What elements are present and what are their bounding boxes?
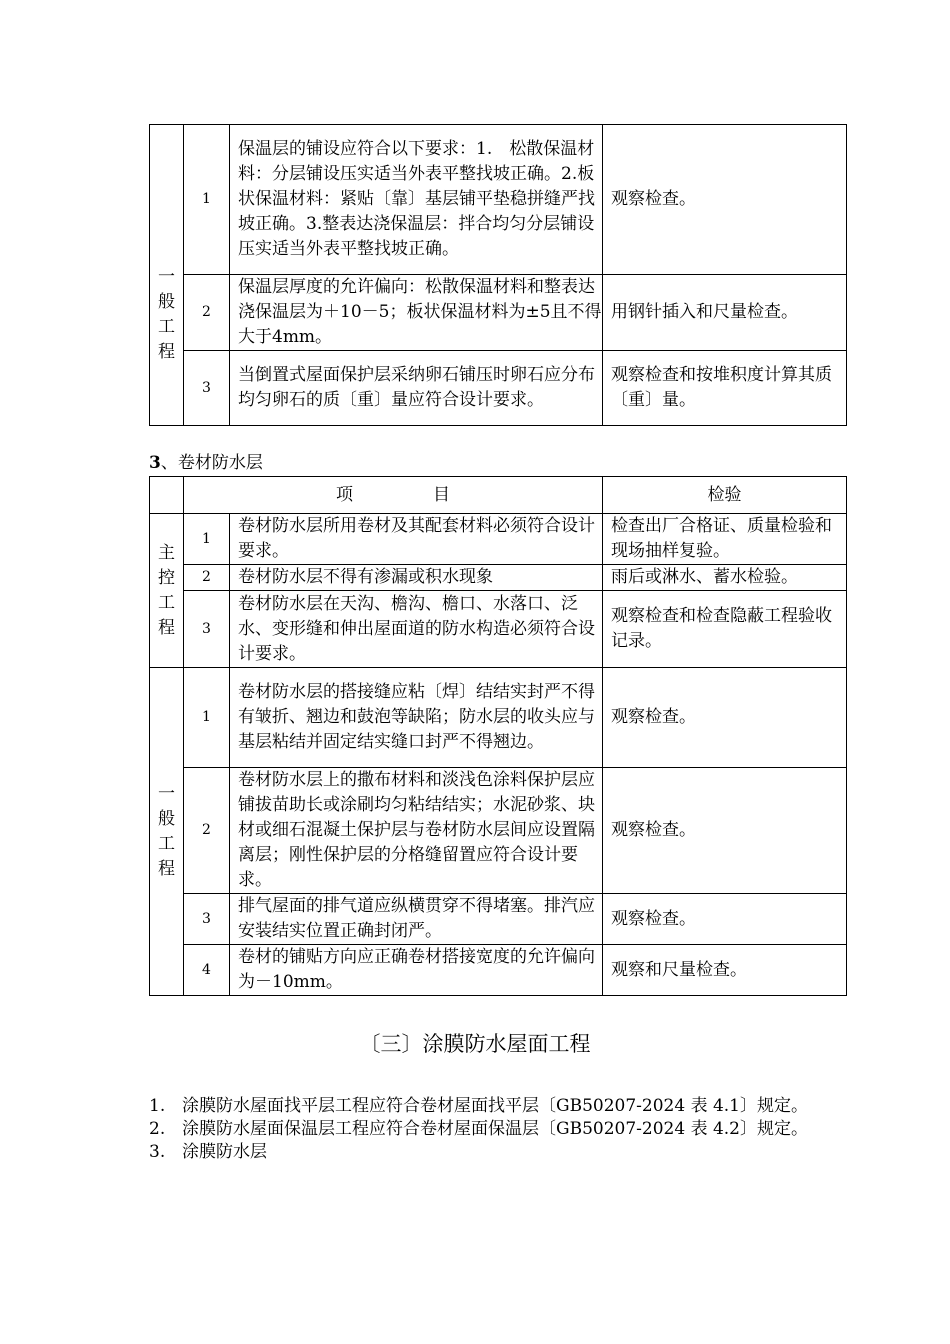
item-text: 当倒置式屋面保护层采纳卵石铺压时卵石应分布均匀卵石的质〔重〕量应符合设计要求。 bbox=[230, 351, 603, 426]
row-number: 1 bbox=[184, 668, 230, 768]
check-method: 检查出厂合格证、质量检验和现场抽样复验。 bbox=[603, 514, 847, 565]
table-row bbox=[150, 591, 847, 668]
list-item: 2. 涂膜防水屋面保温层工程应符合卷材屋面保温层〔GB50207-2024 表 4.2〕规定。 bbox=[149, 1119, 809, 1139]
numbered-list bbox=[149, 1095, 849, 1164]
item-text: 卷材的铺贴方向应正确卷材搭接宽度的允许偏向为－10mm。 bbox=[230, 945, 603, 996]
table-header-row bbox=[150, 477, 847, 514]
list-item: 1. 涂膜防水屋面找平层工程应符合卷材屋面找平层〔GB50207-2024 表 4.1〕规定。 bbox=[149, 1096, 809, 1116]
row-number: 3 bbox=[184, 591, 230, 668]
row-number: 3 bbox=[184, 894, 230, 945]
row-number: 2 bbox=[184, 565, 230, 591]
row-number: 2 bbox=[184, 275, 230, 351]
item-text: 保温层的铺设应符合以下要求：1. 松散保温材料：分层铺设压实适当外表平整找坡正确。2.板状保温材料：紧贴〔靠〕基层铺平垫稳拼缝严找坡正确。3.整表达浇保温层：拌合均匀分层铺设压实适当外表平整找坡正确。 bbox=[230, 125, 603, 275]
header-check: 检验 bbox=[603, 477, 847, 514]
item-text: 卷材防水层的搭接缝应粘〔焊〕结结实封严不得有皱折、翘边和鼓泡等缺陷；防水层的收头应与基层粘结并固定结实缝口封严不得翘边。 bbox=[230, 668, 603, 768]
check-method: 观察检查。 bbox=[603, 668, 847, 768]
check-method: 观察检查。 bbox=[603, 768, 847, 894]
row-number: 4 bbox=[184, 945, 230, 996]
check-method: 用钢针插入和尺量检查。 bbox=[603, 275, 847, 351]
item-text: 卷材防水层所用卷材及其配套材料必须符合设计要求。 bbox=[230, 514, 603, 565]
row-number: 1 bbox=[184, 514, 230, 565]
section-title: 3、卷材防水层 bbox=[149, 453, 263, 473]
table-row bbox=[150, 894, 847, 945]
row-number: 1 bbox=[184, 125, 230, 275]
table-row bbox=[150, 668, 847, 768]
insulation-general-table bbox=[149, 124, 847, 426]
check-method: 观察检查。 bbox=[603, 125, 847, 275]
item-text: 保温层厚度的允许偏向：松散保温材料和整表达浇保温层为＋10－5；板状保温材料为±5且不得大于4mm。 bbox=[230, 275, 603, 351]
check-method: 观察检查和按堆积度计算其质〔重〕量。 bbox=[603, 351, 847, 426]
header-item: 项 目 bbox=[184, 477, 603, 514]
table-row bbox=[150, 945, 847, 996]
table-row bbox=[150, 768, 847, 894]
check-method: 观察检查和检查隐蔽工程验收记录。 bbox=[603, 591, 847, 668]
table-row bbox=[150, 514, 847, 565]
main-items-label: 主 控 工 程 bbox=[150, 514, 184, 668]
item-text: 卷材防水层上的撒布材料和淡浅色涂料保护层应铺拔苗助长或涂刷均匀粘结结实；水泥砂浆、块材或细石混凝土保护层与卷材防水层间应设置隔离层；刚性保护层的分格缝留置应符合设计要求。 bbox=[230, 768, 603, 894]
general-items-label: 一 般 工 程 bbox=[150, 125, 184, 426]
check-method: 雨后或淋水、蓄水检验。 bbox=[603, 565, 847, 591]
table-row bbox=[150, 275, 847, 351]
table-row bbox=[150, 125, 847, 275]
table-row bbox=[150, 565, 847, 591]
item-text: 卷材防水层不得有渗漏或积水现象 bbox=[230, 565, 603, 591]
item-text: 排气屋面的排气道应纵横贯穿不得堵塞。排汽应安装结实位置正确封闭严。 bbox=[230, 894, 603, 945]
membrane-waterproof-table bbox=[149, 476, 847, 996]
check-method: 观察检查。 bbox=[603, 894, 847, 945]
list-item: 3. 涂膜防水层 bbox=[149, 1142, 267, 1162]
row-number: 3 bbox=[184, 351, 230, 426]
chapter-heading: 〔三〕涂膜防水屋面工程 bbox=[359, 1032, 591, 1056]
item-text: 卷材防水层在天沟、檐沟、檐口、水落口、泛水、变形缝和伸出屋面道的防水构造必须符合设计要求。 bbox=[230, 591, 603, 668]
row-number: 2 bbox=[184, 768, 230, 894]
general-items-label: 一 般 工 程 bbox=[150, 668, 184, 996]
table-row bbox=[150, 351, 847, 426]
check-method: 观察和尺量检查。 bbox=[603, 945, 847, 996]
